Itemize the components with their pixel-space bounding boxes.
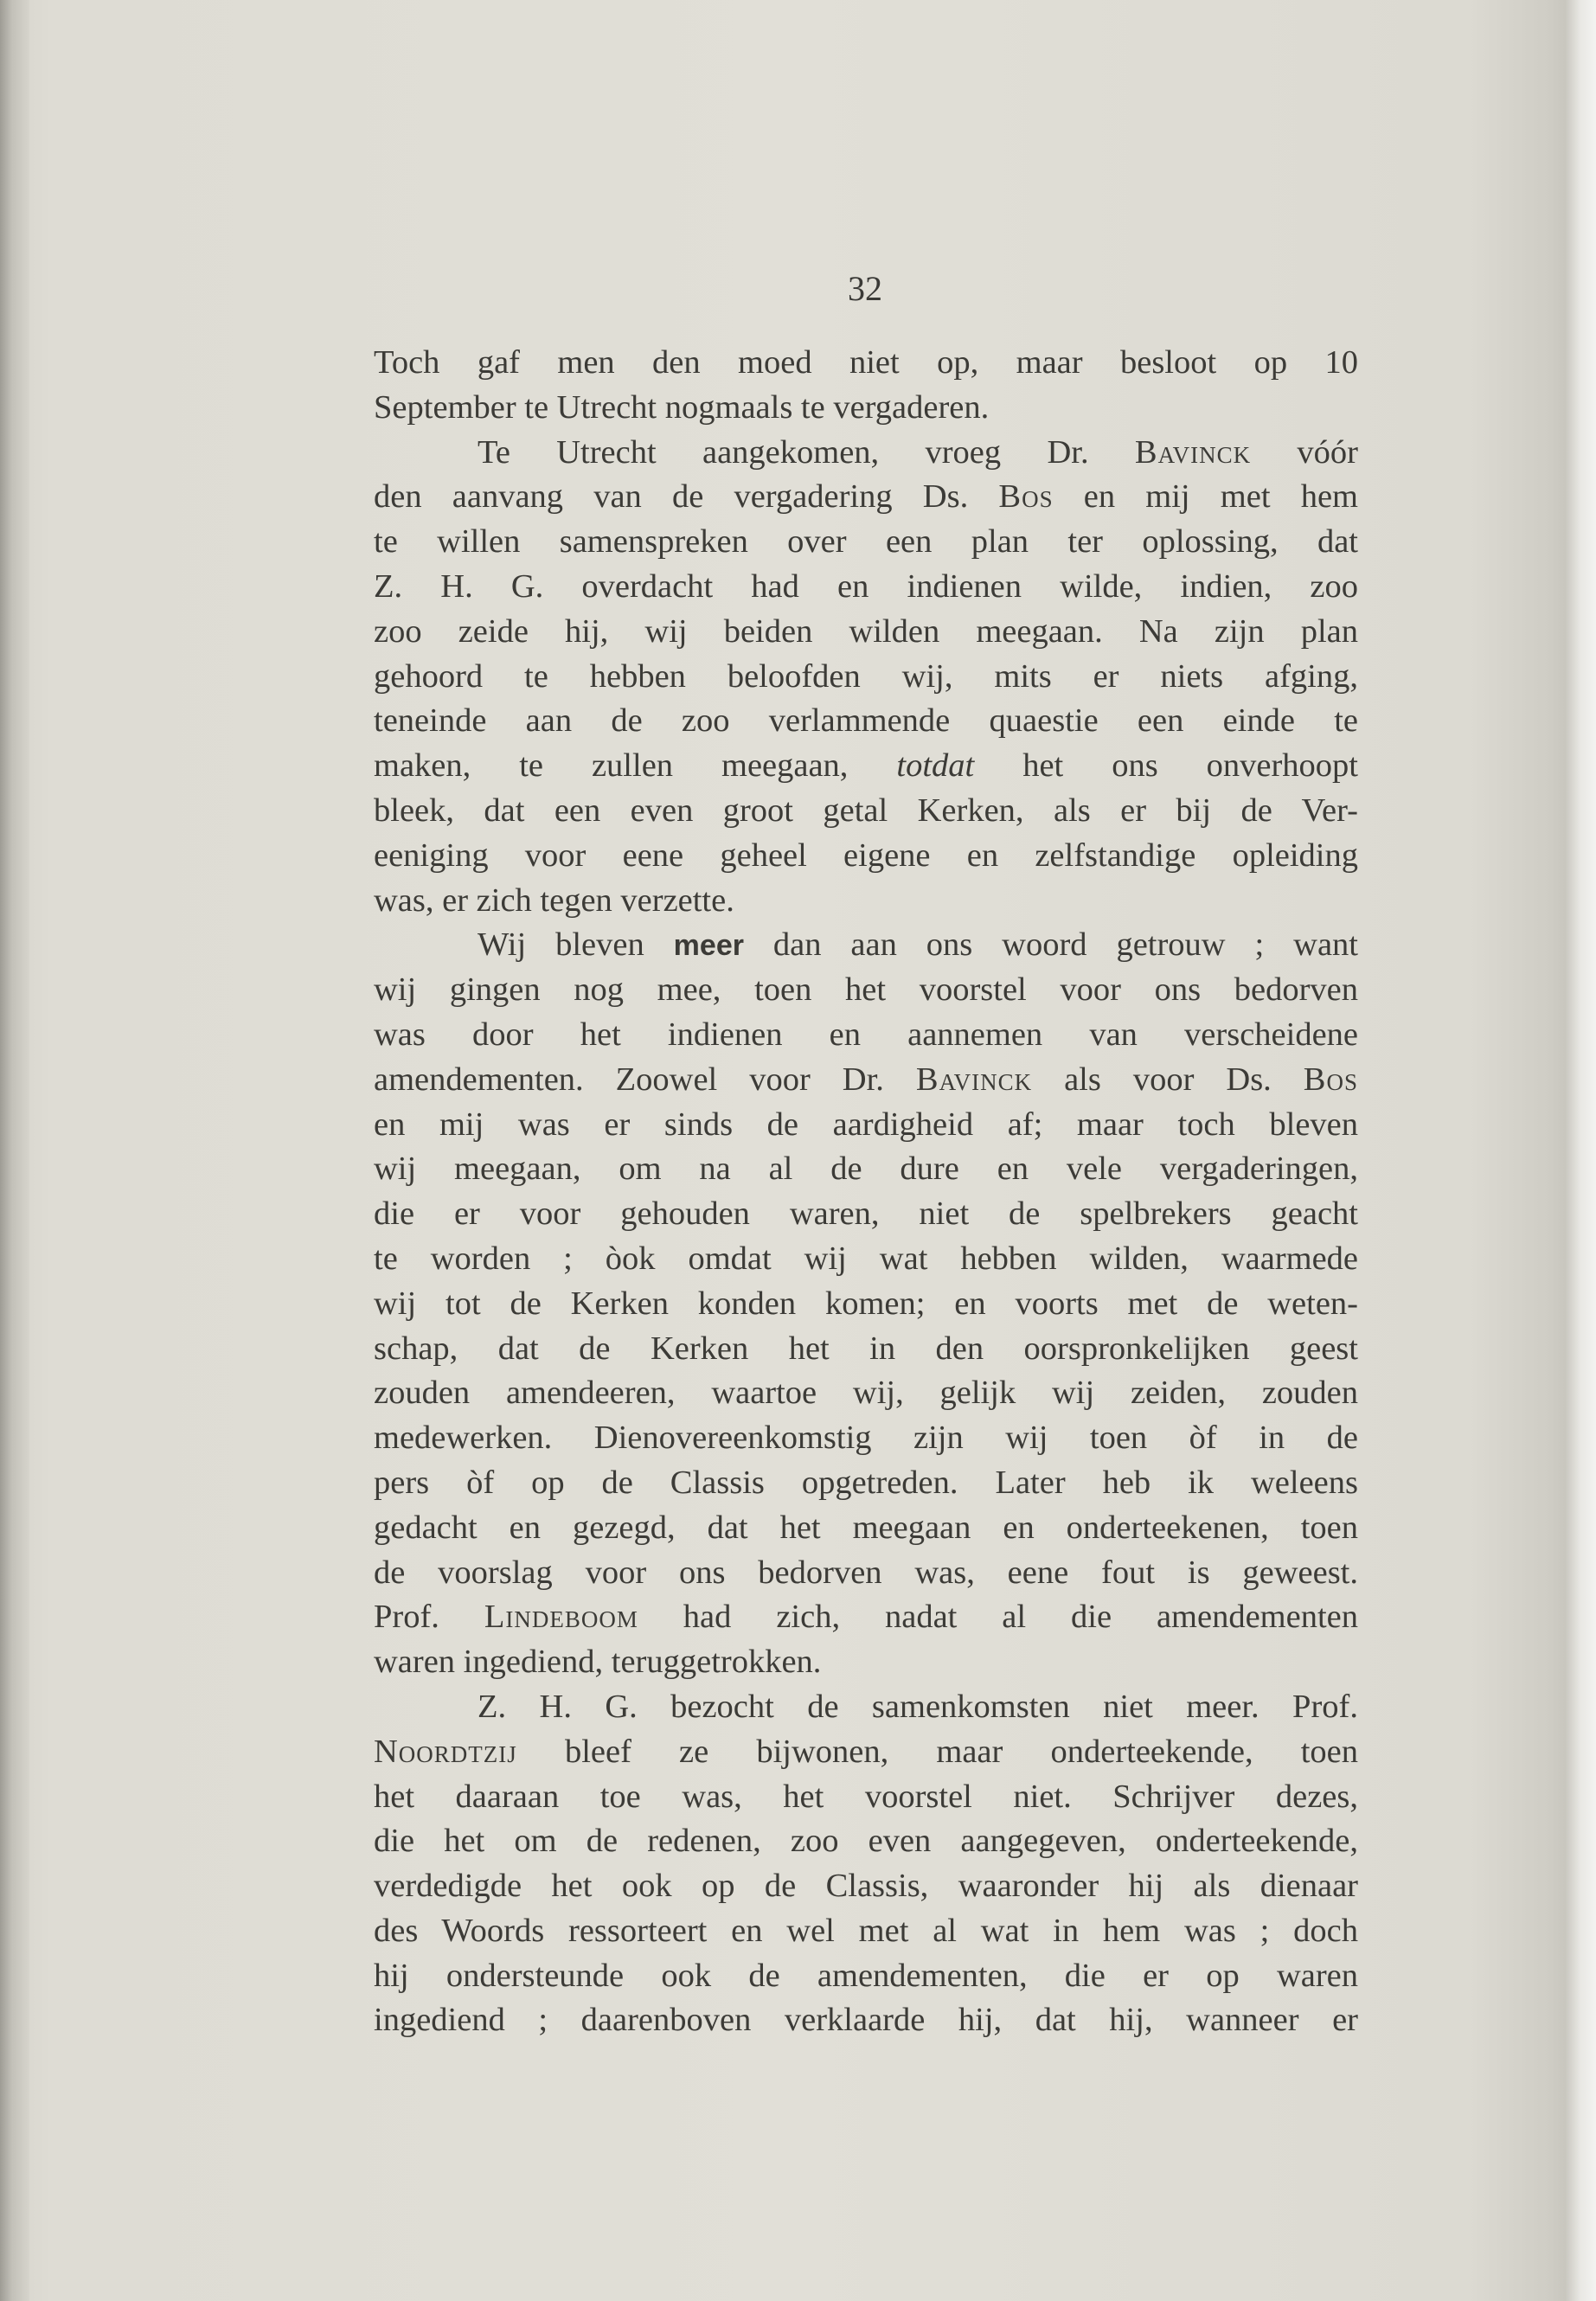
page-right-edge (1565, 0, 1596, 2301)
text-line: Toch gaf men den moed niet op, maar besloot op 10 (374, 344, 1358, 381)
text-line: die het om de redenen, zoo even aangegeven, onderteekende, (374, 1823, 1358, 1860)
emphasis: meer (673, 929, 744, 963)
author-name: Noordtzij (374, 1733, 517, 1770)
text-line: verdedigde het ook op de Classis, waaronder hij als dienaar (374, 1868, 1358, 1905)
text-line: was, er zich tegen verzette. (374, 881, 734, 919)
text-line: waren ingediend, teruggetrokken. (374, 1644, 822, 1681)
text-line: wij meegaan, om na al de dure en vele vergaderingen, (374, 1150, 1358, 1188)
text-line: medewerken. Dienovereenkomstig zijn wij toen òf in de (374, 1420, 1358, 1457)
text-line: te worden ; òok omdat wij wat hebben wilden, waarmede (374, 1240, 1358, 1277)
text-line: Noordtzij bleef ze bijwonen, maar onderteekende, toen (374, 1733, 1358, 1770)
page-number: 32 (848, 269, 882, 308)
text-line: Prof. Lindeboom had zich, nadat al die amendementen (374, 1599, 1358, 1636)
text-line: amendementen. Zoowel voor Dr. Bavinck als voor Ds. Bos (374, 1061, 1358, 1098)
text-line: bleek, dat een even groot getal Kerken, als er bij de Ver- (374, 792, 1358, 829)
text-line: te willen samenspreken over een plan ter oplossing, dat (374, 523, 1358, 561)
text-line: die er voor gehouden waren, niet de spelbrekers geacht (374, 1195, 1358, 1233)
text-line: den aanvang van de vergadering Ds. Bos en mij met hem (374, 478, 1358, 516)
author-name: Bavinck (915, 1061, 1033, 1098)
emphasis: totdat (896, 747, 975, 785)
text-line: gehoord te hebben beloofden wij, mits er niets afging, (374, 657, 1358, 695)
text-line: zoo zeide hij, wij beiden wilden meegaan. Na zijn plan (374, 612, 1358, 650)
text-line: Z. H. G. overdacht had en indienen wilde, indien, zoo (374, 567, 1358, 605)
text-line: de voorslag voor ons bedorven was, eene fout is geweest. (374, 1554, 1358, 1591)
text-line: wij gingen nog mee, toen het voorstel voor ons bedorven (374, 971, 1358, 1009)
text-line: maken, te zullen meegaan, totdat het ons onverhoopt (374, 747, 1359, 785)
author-name: Bavinck (1134, 433, 1252, 471)
text-line: het daaraan toe was, het voorstel niet. Schrijver dezes, (374, 1778, 1358, 1815)
text-line: eeniging voor eene geheel eigene en zelfstandige opleiding (374, 836, 1358, 874)
text-line: Z. H. G. bezocht de samenkomsten niet meer. Prof. (478, 1688, 1358, 1725)
text-line: wij tot de Kerken konden komen; en voorts met de weten- (374, 1285, 1358, 1322)
text-line: teneinde aan de zoo verlammende quaestie een einde te (374, 702, 1358, 740)
text-line: schap, dat de Kerken het in den oorspronkelijken geest (374, 1330, 1358, 1367)
text-line: zouden amendeeren, waartoe wij, gelijk wij zeiden, zouden (374, 1375, 1358, 1412)
text-line: gedacht en gezegd, dat het meegaan en onderteekenen, toen (374, 1509, 1358, 1546)
author-name: Lindeboom (484, 1599, 638, 1636)
text-line: des Woords ressorteert en wel met al wat in hem was ; doch (374, 1912, 1358, 1949)
body-text (374, 341, 1358, 2043)
author-name: Bos (998, 478, 1054, 516)
page-left-shadow (0, 0, 29, 2301)
text-line: was door het indienen en aannemen van verscheidene (374, 1016, 1358, 1053)
text-line: September te Utrecht nogmaals te vergaderen. (374, 388, 990, 426)
text-line: Wij bleven meer dan aan ons woord getrouw ; want (478, 926, 1358, 964)
author-name: Bos (1303, 1061, 1358, 1098)
text-line: Te Utrecht aangekomen, vroeg Dr. Bavinck vóór (478, 433, 1358, 471)
text-line: en mij was er sinds de aardigheid af; maar toch bleven (374, 1106, 1358, 1143)
text-line: pers òf op de Classis opgetreden. Later heb ik weleens (374, 1464, 1358, 1501)
text-line: ingediend ; daarenboven verklaarde hij, dat hij, wanneer er (374, 2002, 1358, 2039)
text-line: hij ondersteunde ook de amendementen, die er op waren (374, 1957, 1358, 1994)
